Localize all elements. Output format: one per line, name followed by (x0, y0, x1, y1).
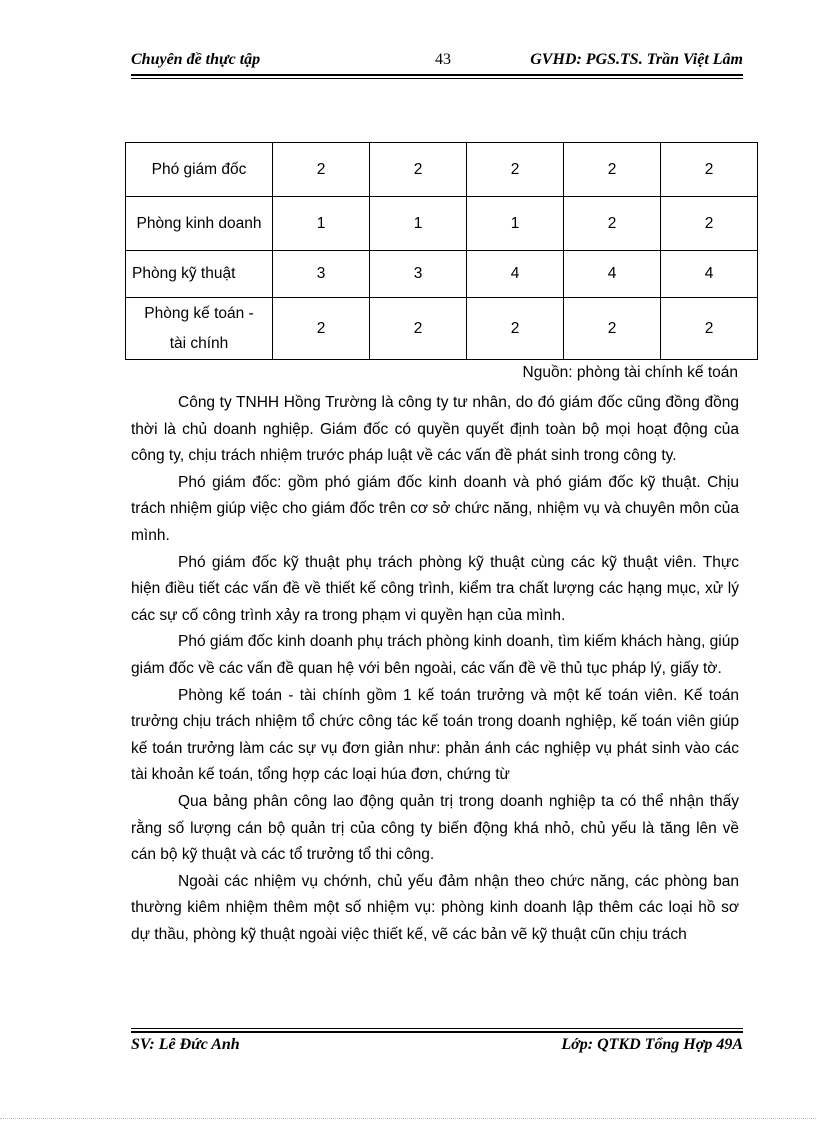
table-cell: 2 (273, 143, 370, 197)
table-row (126, 197, 758, 251)
page-edge (0, 1118, 816, 1119)
paragraph: Phòng kế toán - tài chính gồm 1 kế toán trưởng và một kế toán viên. Kế toán trưởng chịu trách nhiệm tổ chức công tác kế toán trong doanh nghiệp, kế toán viên giúp kế toán trưởng làm các sự vụ đơn giản như: phản ánh các nghiệp vụ phát sinh vào các tài khoản kế toán, tổng hợp các loại húa đơn, chứng từ (131, 686, 739, 784)
staff-table (125, 142, 758, 360)
table-cell: 2 (564, 197, 661, 251)
table-cell: 3 (273, 251, 370, 298)
footer-student: SV: Lê Đức Anh (131, 1036, 240, 1053)
page-header (131, 51, 743, 73)
header-advisor: GVHD: PGS.TS. Trần Việt Lâm (530, 51, 743, 68)
row-label: Phòng kinh doanh (126, 197, 273, 251)
paragraph: Phó giám đốc kinh doanh phụ trách phòng kinh doanh, tìm kiếm khách hàng, giúp giám đốc về các vấn đề quan hệ với bên ngoài, các vấn đề về thủ tục pháp lý, giấy tờ. (131, 633, 739, 677)
row-label: Phó giám đốc (126, 143, 273, 197)
table-row (126, 251, 758, 298)
table-cell: 2 (370, 298, 467, 360)
table-cell: 2 (370, 143, 467, 197)
row-label-line: tài chính (169, 334, 229, 352)
table-cell: 1 (370, 197, 467, 251)
row-label-line: Phòng kế toán - (144, 304, 254, 322)
table-cell: 2 (661, 298, 758, 360)
table-cell: 2 (467, 143, 564, 197)
table-cell: 4 (467, 251, 564, 298)
paragraph: Công ty TNHH Hồng Trường là công ty tư nhân, do đó giám đốc cũng đồng đồng thời là chủ doanh nghiệp. Giám đốc có quyền quyết định toàn bộ mọi hoạt động của công ty, chịu trách nhiệm trước pháp luật về các vấn đề phát sinh trong công ty. (131, 394, 739, 465)
paragraph: Ngoài các nhiệm vụ chớnh, chủ yếu đảm nhận theo chức năng, các phòng ban thường kiêm nhiệm thêm một số nhiệm vụ: phòng kinh doanh lập thêm các loại hồ sơ dự thầu, phòng kỹ thuật ngoài việc thiết kế, vẽ các bản vẽ kỹ thuật cũn chịu trách (131, 872, 739, 943)
table-cell: 2 (273, 298, 370, 360)
table-source: Nguồn: phòng tài chính kế toán (522, 364, 738, 381)
row-label: Phòng kỹ thuật (126, 251, 273, 298)
footer-class: Lớp: QTKD Tổng Hợp 49A (561, 1036, 743, 1053)
table-cell: 3 (370, 251, 467, 298)
table-row (126, 143, 758, 197)
page-footer (131, 1036, 743, 1058)
table-cell: 1 (467, 197, 564, 251)
header-divider-thin (131, 78, 743, 79)
header-topic: Chuyên đề thực tập (131, 51, 261, 68)
paragraph: Phó giám đốc: gồm phó giám đốc kinh doanh và phó giám đốc kỹ thuật. Chịu trách nhiệm giúp việc cho giám đốc trên cơ sở chức năng, nhiệm vụ và chuyên môn của mình. (131, 473, 739, 544)
table-cell: 2 (564, 143, 661, 197)
row-label (126, 298, 273, 360)
header-divider (131, 74, 743, 76)
table-row (126, 298, 758, 360)
table-cell: 1 (273, 197, 370, 251)
table-cell: 2 (661, 197, 758, 251)
table-cell: 4 (661, 251, 758, 298)
footer-divider-thin (131, 1028, 743, 1029)
body-text (131, 390, 739, 948)
table-cell: 2 (467, 298, 564, 360)
footer-divider (131, 1031, 743, 1033)
table-cell: 2 (564, 298, 661, 360)
paragraph: Phó giám đốc kỹ thuật phụ trách phòng kỹ thuật cùng các kỹ thuật viên. Thực hiện điều tiết các vấn đề về thiết kế công trình, kiểm tra chất lượng các hạng mục, xử lý các sự cố công trình xảy ra trong phạm vi quyền hạn của mình. (131, 553, 739, 624)
page-number: 43 (435, 51, 451, 68)
table-cell: 4 (564, 251, 661, 298)
paragraph: Qua bảng phân công lao động quản trị trong doanh nghiệp ta có thể nhận thấy rằng số lượng cán bộ quản trị của công ty biến động khá nhỏ, chủ yếu là tăng lên về cán bộ kỹ thuật và các tổ trưởng tổ thi công. (131, 792, 739, 864)
table-cell: 2 (661, 143, 758, 197)
